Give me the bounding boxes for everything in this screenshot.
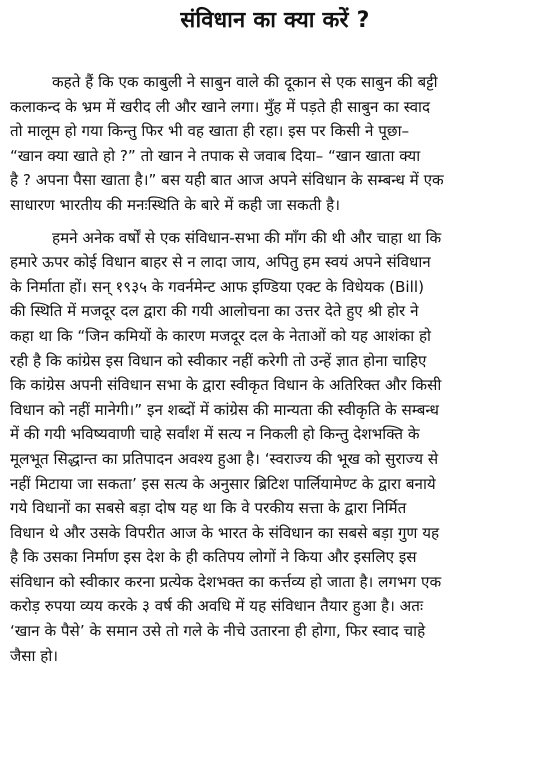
text-line: कलाकन्द के भ्रम में खरीद ली और खाने लगा। मुँह में पड़ते ही साबुन का स्वाद (10, 97, 431, 116)
text-line: के निर्माता हों। सन् १९३५ के गवर्नमेन्ट आफ इण्डिया एक्ट के विधेयक (Bill) (10, 277, 425, 296)
text-line: है कि उसका निर्माण इस देश के ही कतिपय लोगों ने किया और इसलिए इस (10, 548, 417, 567)
text-line: कहते हैं कि एक काबुली ने साबुन वाले की दूकान से एक साबुन की बट्टी (52, 73, 438, 91)
text-line: करोड़ रुपया व्यय करके ३ वर्ष की अवधि में यह संविधान तैयार हुआ है। अतः (10, 597, 424, 616)
text-line: साधारण भारतीय की मनःस्थिति के बारे में कही जा सकती है। (10, 195, 340, 214)
text-line: विधान को नहीं मानेगी।” इन शब्दों में कांग्रेस की मान्यता की स्वीकृति के सम्बन्ध (10, 400, 439, 419)
text-line: मूलभूत सिद्धान्त का प्रतिपादन अवश्य हुआ है। ‘स्वराज्य की भूख को सुराज्य से (10, 449, 439, 468)
paragraph-2 (10, 226, 540, 669)
text-line: की स्थिति में मजदूर दल द्वारा की गयी आलोचना का उत्तर देते हुए श्री होर ने (10, 302, 419, 321)
page-title: संविधान का क्या करें ? (180, 8, 370, 33)
text-line: गये विधानों का सबसे बड़ा दोष यह था कि वे परकीय सत्ता के द्वारा निर्मित (10, 499, 407, 518)
paragraph-1 (10, 70, 540, 218)
text-line: हमारे ऊपर कोई विधान बाहर से न लादा जाय, अपितु हम स्वयं अपने संविधान (10, 253, 431, 272)
text-line: कहा था कि “जिन कमियों के कारण मजदूर दल के नेताओं को यह आशंका हो (10, 326, 431, 345)
text-line: रही है कि कांग्रेस इस विधान को स्वीकार नहीं करेगी तो उन्हें ज्ञात होना चाहिए (10, 351, 427, 370)
text-line: ‘खान के पैसे’ के समान उसे तो गले के नीचे उतारना ही होगा, फिर स्वाद चाहे (10, 622, 426, 641)
text-line: “खान क्या खाते हो ?” तो खान ने तपाक से जवाब दिया– “खान खाता क्या (10, 146, 421, 165)
text-line: है ? अपना पैसा खाता है।” बस यही बात आज अपने संविधान के सम्बन्ध में एक (10, 171, 444, 190)
text-line: तो मालूम हो गया किन्तु फिर भी वह खाता ही रहा। इस पर किसी ने पूछा– (10, 122, 410, 141)
text-line: संविधान को स्वीकार करना प्रत्येक देशभक्त का कर्त्तव्य हो जाता है। लगभग एक (10, 572, 442, 591)
text-line: हमने अनेक वर्षों से एक संविधान-सभा की माँग की थी और चाहा था कि (52, 228, 442, 247)
text-line: विधान थे और उसके विपरीत आज के भारत के संविधान का सबसे बड़ा गुण यह (10, 523, 440, 542)
text-line: जैसा हो। (10, 646, 59, 665)
text-line: कि कांग्रेस अपनी संविधान सभा के द्वारा स्वीकृत विधान के अतिरिक्त और किसी (10, 376, 442, 395)
text-line: में की गयी भविष्यवाणी चाहे सर्वांश में सत्य न निकली हो किन्तु देशभक्ति के (10, 425, 420, 444)
text-line: नहीं मिटाया जा सकता’ इस सत्य के अनुसार ब्रिटिश पार्लियामेण्ट के द्वारा बनाये (10, 474, 436, 493)
